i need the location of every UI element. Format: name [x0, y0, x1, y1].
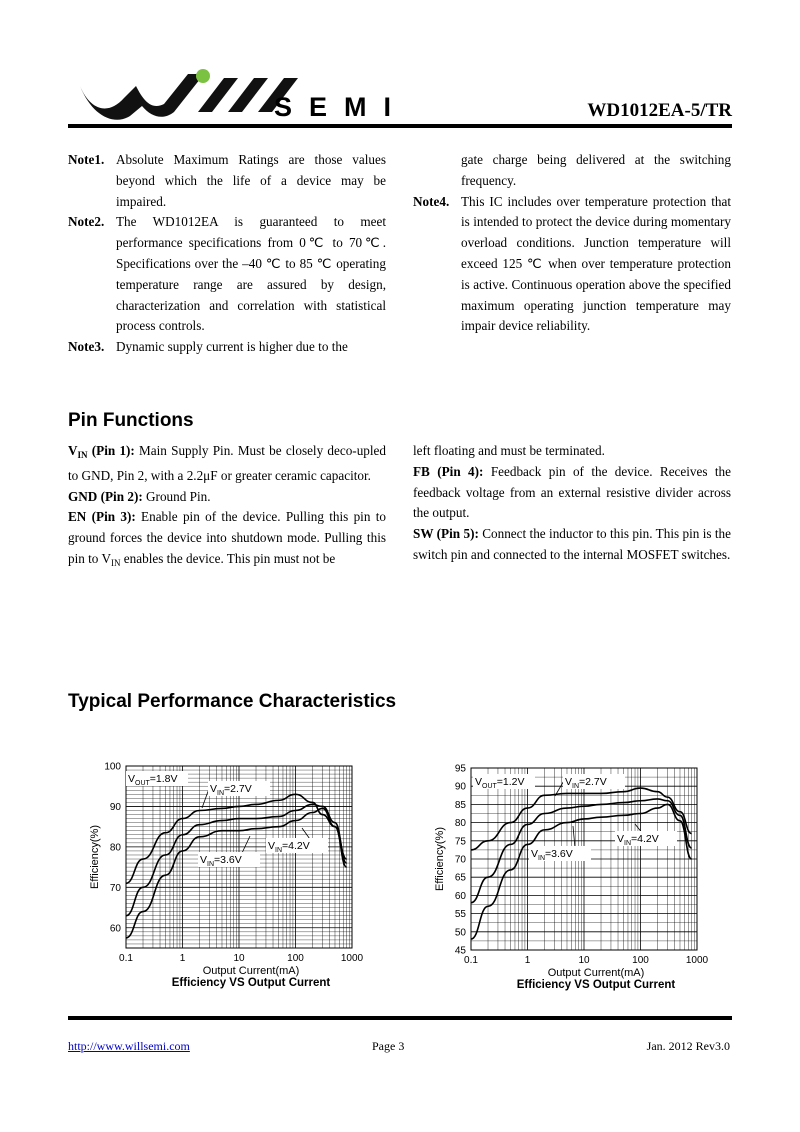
y-tick-label: 60: [454, 890, 466, 902]
section-title-pin-functions: Pin Functions: [68, 410, 194, 431]
pin-name: FB (Pin 4):: [413, 463, 484, 479]
pin-desc: Connect the inductor to this pin. This pin is the switch pin and connected to the internal MOSFET switches.: [413, 526, 732, 562]
y-tick-label: 80: [454, 818, 466, 830]
footer-url[interactable]: [68, 1039, 190, 1054]
note-2: [68, 212, 386, 337]
chart-title: Efficiency VS Output Current: [516, 979, 676, 991]
annotation-label: [565, 776, 607, 790]
note-3-cont: [413, 150, 731, 192]
annotation-label: [617, 833, 659, 847]
note-label: Note4.: [413, 193, 450, 209]
pin-functions-right: [413, 441, 731, 566]
note-text: This IC includes over temperature protection that is intended to protect the device during momentary overload conditions. Junction temperature will exceed 125 ℃ when over temperature protection is active. Continuous operation above the specified maximum operating junction temperature may impair device reliability.: [461, 193, 731, 334]
annotation-sub: IN: [572, 783, 580, 790]
annotation-rest: =4.2V: [631, 833, 659, 845]
notes-right: [413, 150, 731, 337]
pin-sw: [413, 524, 731, 566]
part-number: WD1012EA-5/TR: [587, 100, 732, 121]
x-tick-label: 1: [524, 955, 531, 966]
brand-wordmark: SEMI: [274, 92, 409, 122]
y-tick-label: 60: [109, 923, 121, 935]
annotation-leader: [242, 836, 250, 853]
x-axis-label: Output Current(mA): [547, 967, 645, 979]
footer-page-number: Page 3: [372, 1039, 405, 1053]
efficiency-chart-1v2: [425, 756, 725, 996]
x-axis-label: Output Current(mA): [202, 965, 300, 977]
notes-left: [68, 150, 386, 358]
pin-functions-left: [68, 441, 386, 574]
pin-desc-cont: enables the device. This pin must not be: [120, 550, 336, 566]
annotation-sub: IN: [275, 847, 283, 854]
section-title-tpc: Typical Performance Characteristics: [68, 691, 397, 712]
note-label: Note1.: [68, 152, 105, 167]
note-label: Note3.: [68, 339, 105, 355]
annotation-main: V: [210, 783, 218, 795]
pin-name: V: [68, 443, 78, 458]
pin-fb: [413, 462, 731, 524]
note-text: The WD1012EA is guaranteed to meet performance specifications from 0℃ to 70℃. Specifications over the –40 ℃ to 85 ℃ operating temperature range are assured by design, characterization and correlation with statistical process controls.: [116, 214, 386, 334]
annotation-rest: =3.6V: [214, 854, 242, 866]
footer-date: Jan. 2012 Rev3.0: [646, 1039, 730, 1053]
annotation-sub: IN: [207, 861, 215, 868]
annotation-sub: IN: [217, 790, 225, 797]
pin-number: (Pin 1):: [87, 443, 135, 458]
footer-rule: [68, 1016, 732, 1020]
annotation-label: [200, 854, 242, 868]
pin-gnd: [68, 487, 386, 508]
efficiency-chart-1v8: [80, 756, 380, 996]
chart-title: Efficiency VS Output Current: [171, 977, 331, 989]
pin-vin: [68, 441, 386, 487]
y-tick-label: 95: [454, 763, 466, 775]
pin-en-cont: left floating and must be terminated.: [413, 443, 605, 458]
annotation-rest: =2.7V: [579, 776, 607, 788]
x-tick-label: 10: [578, 955, 590, 966]
annotation-main: V: [128, 773, 136, 785]
pin-desc: Enable pin of the device. Pulling this pin to ground forces the device into shutdown mode. Pulling this pin to V: [68, 509, 386, 566]
annotation-sub: OUT: [482, 783, 497, 790]
y-tick-label: 85: [454, 799, 466, 811]
annotation-rest: =1.8V: [149, 773, 178, 785]
y-tick-label: 70: [454, 854, 466, 866]
y-tick-label: 90: [454, 781, 466, 793]
annotation-leader: [573, 826, 575, 848]
annotation-sub: OUT: [135, 780, 150, 787]
annotation-sub: IN: [538, 855, 546, 862]
annotation-main: V: [565, 776, 573, 788]
x-tick-label: 1000: [340, 953, 364, 964]
pin-desc: Main Supply Pin. Must be closely deco-upled to GND, Pin 2, with a 2.2μF or greater ceramic capacitor.: [68, 443, 386, 483]
y-tick-label: 55: [454, 909, 466, 921]
note-4: [413, 192, 731, 338]
annotation-rest: =1.2V: [496, 776, 525, 788]
x-tick-label: 100: [287, 953, 304, 964]
note-label: Note2.: [68, 214, 105, 230]
annotation-label: [268, 840, 310, 854]
y-tick-label: 80: [109, 842, 121, 854]
y-axis-label: Efficiency(%): [89, 825, 101, 889]
annotation-label: [210, 783, 252, 797]
note-text: Dynamic supply current is higher due to the: [116, 339, 348, 355]
pin-desc-sub: IN: [111, 557, 121, 568]
annotation-main: V: [268, 840, 276, 852]
y-tick-label: 70: [109, 882, 121, 894]
annotation-rest: =2.7V: [224, 783, 252, 795]
pin-name: SW (Pin 5):: [413, 526, 479, 542]
pin-desc: Ground Pin.: [142, 488, 211, 504]
pin-en: [68, 507, 386, 573]
annotation-main: V: [531, 848, 539, 860]
y-tick-label: 75: [454, 836, 466, 848]
y-tick-label: 50: [454, 927, 466, 939]
note-1: [68, 150, 386, 212]
x-tick-label: 0.1: [464, 955, 478, 966]
x-tick-label: 1000: [685, 955, 709, 966]
y-tick-label: 65: [454, 872, 466, 884]
annotation-sub: IN: [624, 840, 632, 847]
website-link[interactable]: http://www.willsemi.com: [68, 1039, 190, 1053]
note-text: Absolute Maximum Ratings are those values beyond which the life of a device may be impaired.: [116, 152, 386, 209]
note-3: [68, 337, 386, 358]
annotation-main: V: [200, 854, 208, 866]
x-tick-label: 0.1: [119, 953, 133, 964]
pin-name-sub: IN: [77, 450, 88, 460]
pin-name: EN (Pin 3):: [68, 509, 136, 525]
header-rule: [68, 124, 732, 128]
y-tick-label: 100: [104, 761, 121, 773]
x-tick-label: 10: [233, 953, 245, 964]
pin-name: GND (Pin 2):: [68, 488, 143, 504]
annotation-label: [531, 848, 573, 862]
y-axis-label: Efficiency(%): [434, 827, 446, 891]
annotation-rest: =4.2V: [282, 840, 310, 852]
pin-desc: Feedback pin of the device. Receives the feedback voltage from an external resistive divider across the output.: [413, 463, 731, 521]
annotation-rest: =3.6V: [545, 848, 573, 860]
annotation-main: V: [617, 833, 625, 845]
x-tick-label: 100: [632, 955, 649, 966]
y-tick-label: 45: [454, 945, 466, 957]
note-text: gate charge being delivered at the switching frequency.: [461, 152, 731, 188]
y-tick-label: 90: [109, 801, 121, 813]
annotation-main: V: [475, 776, 483, 788]
x-tick-label: 1: [179, 953, 186, 964]
